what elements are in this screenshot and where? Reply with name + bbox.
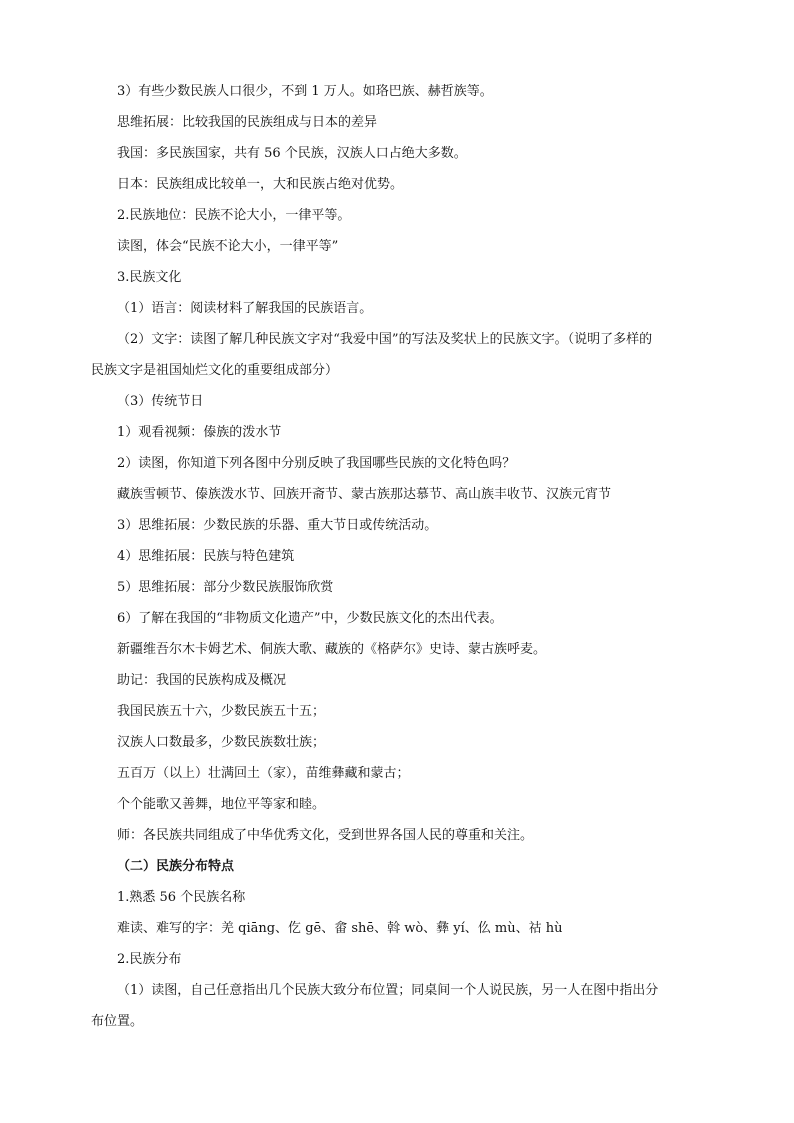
- text-line: 思维拓展：比较我国的民族组成与日本的差异: [117, 115, 378, 130]
- text-line: 5）思维拓展：部分少数民族服饰欣赏: [117, 580, 334, 595]
- section-heading-bold: （二）民族分布特点: [117, 859, 235, 874]
- text-line: 3）思维拓展：少数民族的乐器、重大节日或传统活动。: [117, 518, 438, 533]
- text-line: 4）思维拓展：民族与特色建筑: [117, 549, 295, 564]
- mnemonic-line: 我国民族五十六，少数民族五十五；: [117, 704, 326, 719]
- text-line: 助记：我国的民族构成及概况: [117, 673, 287, 688]
- text-line: 3）有些少数民族人口很少，不到 1 万人。如珞巴族、赫哲族等。: [117, 84, 493, 99]
- text-line: 6）了解在我国的“非物质文化遗产”中，少数民族文化的杰出代表。: [117, 611, 503, 626]
- text-line: （2）文字：读图了解几种民族文字对“我爱中国”的写法及奖状上的民族文字。（说明了多样的: [117, 332, 653, 347]
- section-heading: 2.民族地位：民族不论大小，一律平等。: [117, 208, 351, 223]
- text-line: （1）语言：阅读材料了解我国的民族语言。: [117, 301, 373, 316]
- text-line: 师：各民族共同组成了中华优秀文化，受到世界各国人民的尊重和关注。: [117, 828, 534, 843]
- text-line-continued: 民族文字是祖国灿烂文化的重要组成部分）: [91, 363, 339, 378]
- mnemonic-line: 汉族人口数最多，少数民族数壮族；: [117, 735, 326, 750]
- text-line: （1）读图，自己任意指出几个民族大致分布位置；同桌间一个人说民族，另一人在图中指出分: [117, 983, 659, 998]
- document-body: [91, 76, 703, 1037]
- text-line: 新疆维吾尔木卡姆艺术、侗族大歌、藏族的《格萨尔》史诗、蒙古族呼麦。: [117, 642, 547, 657]
- text-line: 藏族雪顿节、傣族泼水节、回族开斋节、蒙古族那达慕节、高山族丰收节、汉族元宵节: [117, 487, 612, 502]
- text-line: 我国：多民族国家，共有 56 个民族，汉族人口占绝大多数。: [117, 146, 467, 161]
- section-heading: 3.民族文化: [117, 270, 182, 285]
- mnemonic-line: 个个能歌又善舞，地位平等家和睦。: [117, 797, 326, 812]
- mnemonic-line: 五百万（以上）壮满回土（家），苗维彝藏和蒙古；: [117, 766, 410, 781]
- text-line: 日本：民族组成比较单一，大和民族占绝对优势。: [117, 177, 404, 192]
- text-line: 读图，体会“民族不论大小，一律平等”: [117, 239, 339, 254]
- text-line: 2）读图，你知道下列各图中分别反映了我国哪些民族的文化特色吗？: [117, 456, 516, 471]
- section-heading: 2.民族分布: [117, 952, 182, 967]
- text-line: （3）传统节日: [117, 394, 204, 409]
- text-line: 1.熟悉 56 个民族名称: [117, 890, 246, 905]
- text-line: 1）观看视频：傣族的泼水节: [117, 425, 282, 440]
- text-line: 难读、难写的字：羌 qiāng、仡 gē、畲 shē、斡 wò、彝 yí、仫 mù、祜 hù: [117, 921, 563, 936]
- text-line-continued: 布位置。: [91, 1014, 144, 1029]
